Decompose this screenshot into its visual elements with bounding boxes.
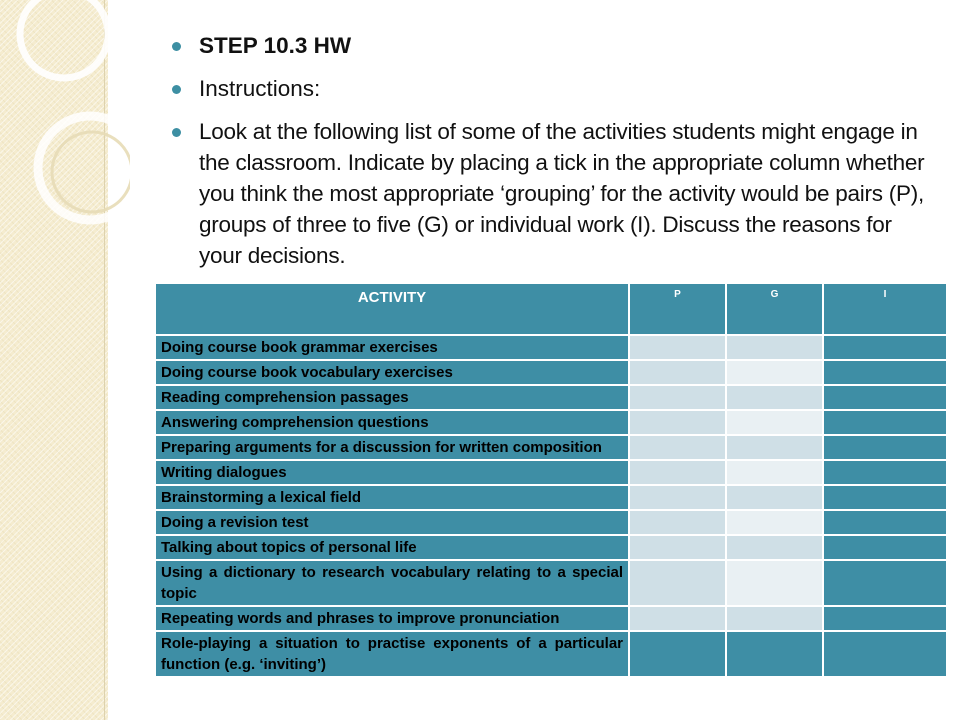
activity-cell: Using a dictionary to research vocabulary relating to a special topic [155, 560, 629, 606]
step-title-text: STEP 10.3 HW [199, 33, 352, 58]
groups-tick-cell[interactable] [726, 385, 823, 410]
bullet-dot-icon [172, 128, 181, 137]
pairs-tick-cell[interactable] [629, 460, 726, 485]
pairs-tick-cell[interactable] [629, 560, 726, 606]
decorative-ring-inner [52, 132, 130, 212]
activity-cell: Answering comprehension questions [155, 410, 629, 435]
bullet-instructions [172, 73, 932, 104]
groups-tick-cell[interactable] [726, 410, 823, 435]
bullet-dot-icon [172, 85, 181, 94]
bullet-step-title [172, 30, 932, 61]
activity-cell: Doing a revision test [155, 510, 629, 535]
activity-cell: Talking about topics of personal life [155, 535, 629, 560]
table-row [155, 510, 947, 535]
groups-tick-cell[interactable] [726, 360, 823, 385]
activity-cell: Repeating words and phrases to improve pronunciation [155, 606, 629, 631]
individual-tick-cell[interactable] [823, 460, 947, 485]
table-row [155, 631, 947, 677]
header-pairs: P [629, 283, 726, 335]
table-row [155, 460, 947, 485]
activity-cell: Role-playing a situation to practise exponents of a particular function (e.g. ‘inviting’) [155, 631, 629, 677]
groups-tick-cell[interactable] [726, 435, 823, 460]
groups-tick-cell[interactable] [726, 535, 823, 560]
header-individual: I [823, 283, 947, 335]
pairs-tick-cell[interactable] [629, 606, 726, 631]
pairs-tick-cell[interactable] [629, 485, 726, 510]
pairs-tick-cell[interactable] [629, 435, 726, 460]
individual-tick-cell[interactable] [823, 510, 947, 535]
individual-tick-cell[interactable] [823, 485, 947, 510]
table-row [155, 435, 947, 460]
table-row [155, 606, 947, 631]
individual-tick-cell[interactable] [823, 435, 947, 460]
individual-tick-cell[interactable] [823, 385, 947, 410]
table-row [155, 360, 947, 385]
bullet-list [172, 30, 932, 283]
instructions-label: Instructions: [199, 76, 321, 101]
table-row [155, 410, 947, 435]
individual-tick-cell[interactable] [823, 631, 947, 677]
individual-tick-cell[interactable] [823, 335, 947, 360]
pairs-tick-cell[interactable] [629, 410, 726, 435]
header-groups: G [726, 283, 823, 335]
groups-tick-cell[interactable] [726, 631, 823, 677]
pairs-tick-cell[interactable] [629, 510, 726, 535]
decorative-ring-top [20, 0, 108, 78]
pairs-tick-cell[interactable] [629, 335, 726, 360]
table-row [155, 335, 947, 360]
individual-tick-cell[interactable] [823, 560, 947, 606]
activity-cell: Writing dialogues [155, 460, 629, 485]
table-row [155, 385, 947, 410]
groups-tick-cell[interactable] [726, 606, 823, 631]
table-row [155, 485, 947, 510]
pairs-tick-cell[interactable] [629, 385, 726, 410]
individual-tick-cell[interactable] [823, 535, 947, 560]
pairs-tick-cell[interactable] [629, 360, 726, 385]
groups-tick-cell[interactable] [726, 335, 823, 360]
bullet-description [172, 116, 932, 271]
activity-cell: Doing course book vocabulary exercises [155, 360, 629, 385]
instructions-text: Look at the following list of some of the activities students might engage in the classroom. Indicate by placing a tick in the appropriate column whether you think the most appropriate ‘grouping’ for the activity would be pairs (P), groups of three to five (G) or individual work (I). Discuss the reasons for your decisions. [199, 119, 925, 268]
activity-cell: Reading comprehension passages [155, 385, 629, 410]
decorative-circles-graphic [0, 0, 130, 260]
groups-tick-cell[interactable] [726, 560, 823, 606]
activity-grouping-table [155, 283, 947, 677]
individual-tick-cell[interactable] [823, 606, 947, 631]
individual-tick-cell[interactable] [823, 360, 947, 385]
table-row [155, 535, 947, 560]
bullet-dot-icon [172, 42, 181, 51]
individual-tick-cell[interactable] [823, 410, 947, 435]
table-row [155, 560, 947, 606]
activity-cell: Brainstorming a lexical field [155, 485, 629, 510]
groups-tick-cell[interactable] [726, 485, 823, 510]
header-activity: ACTIVITY [155, 283, 629, 335]
pairs-tick-cell[interactable] [629, 535, 726, 560]
table-header-row [155, 283, 947, 335]
groups-tick-cell[interactable] [726, 460, 823, 485]
activity-cell: Preparing arguments for a discussion for written composition [155, 435, 629, 460]
pairs-tick-cell[interactable] [629, 631, 726, 677]
activity-cell: Doing course book grammar exercises [155, 335, 629, 360]
groups-tick-cell[interactable] [726, 510, 823, 535]
